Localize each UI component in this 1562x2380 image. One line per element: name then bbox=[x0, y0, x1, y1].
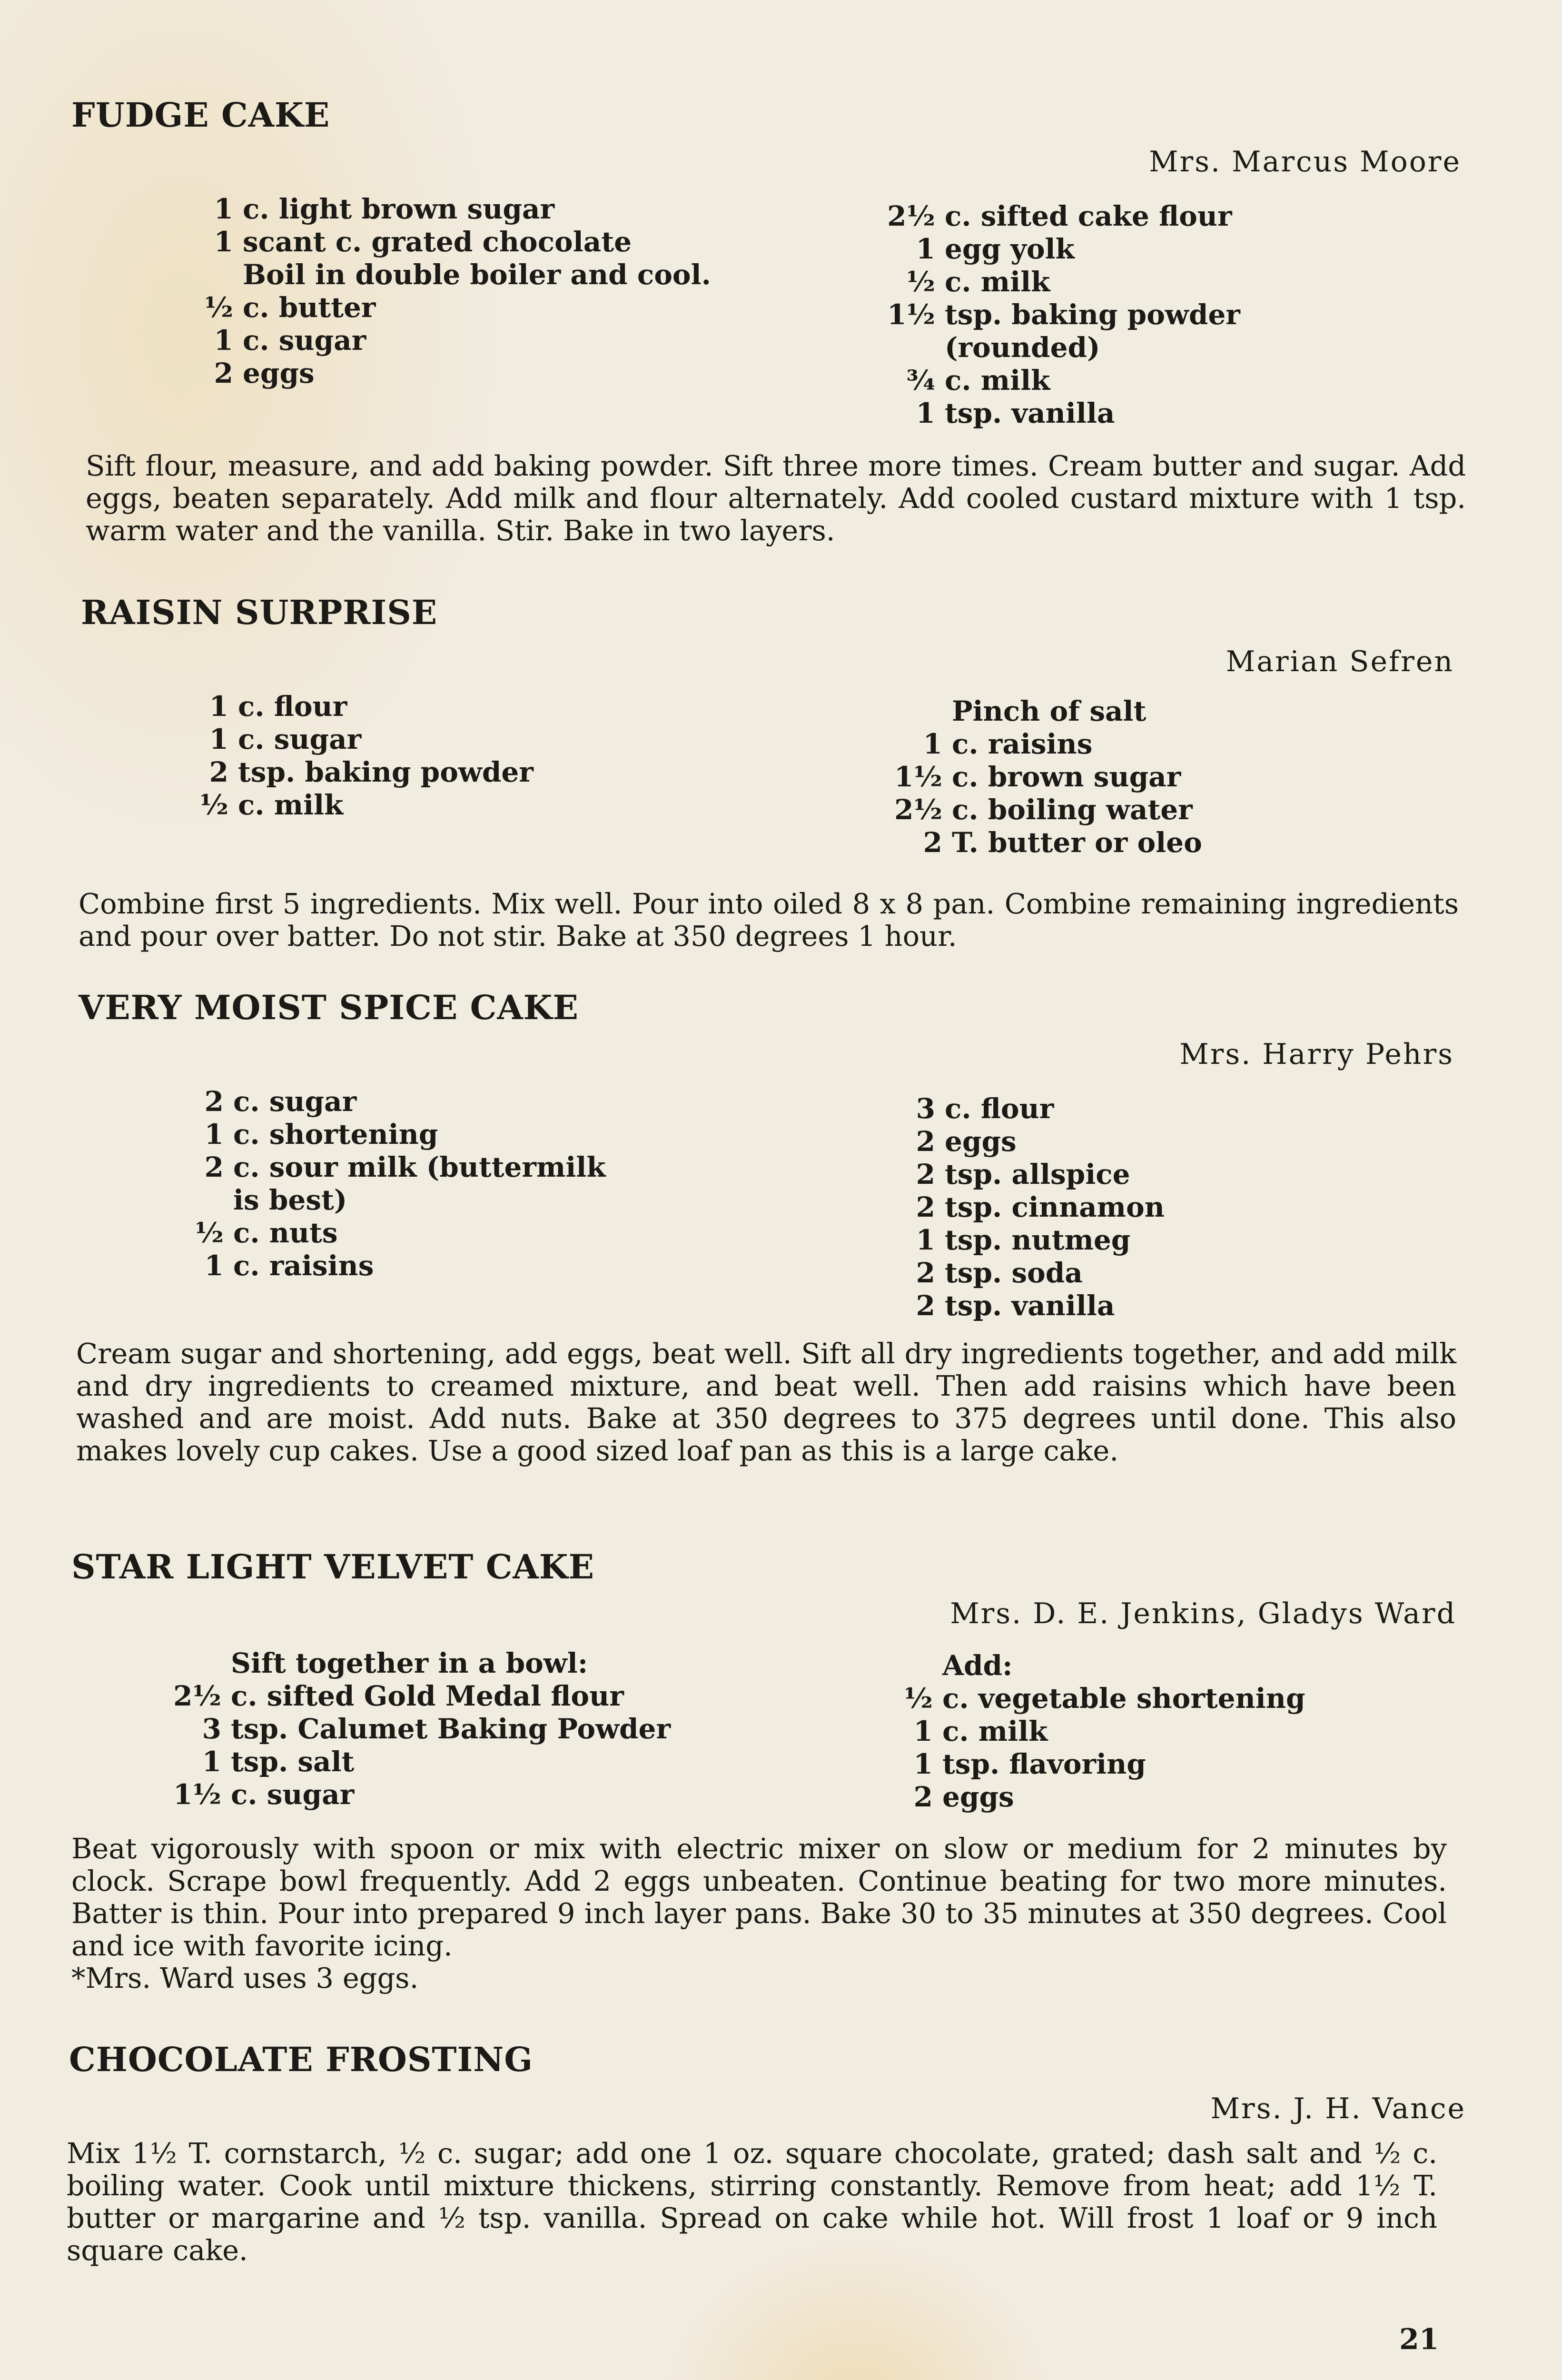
ingredient: 1 c. light brown sugar bbox=[214, 193, 555, 225]
recipe-title: RAISIN SURPRISE bbox=[81, 593, 438, 632]
ingredients-right bbox=[873, 200, 1240, 430]
recipe-directions: Cream sugar and shortening, add eggs, beat well. Sift all dry ingredients together, and add milk and dry ingredients to creamed mixture, and beat well. Then add raisins which have been washed and are moist. Add nuts. Bake at 350 degrees to 375 degrees until done. This also makes lovely cup cakes. Use a good sized loaf pan as this is a large cake. bbox=[76, 1337, 1456, 1467]
directions-text: Beat vigorously with spoon or mix with electric mixer on slow or medium for 2 minutes by clock. Scrape bowl frequently. Add 2 eggs unbeaten. Continue beating for two more minutes. Batter is thin. Pour into prepared 9 inch layer pans. Bake 30 to 35 minutes at 350 degrees. Cool and ice with favorite icing. bbox=[71, 1832, 1447, 1962]
ingredients-left bbox=[195, 690, 534, 822]
recipe-author: Mrs. J. H. Vance bbox=[1210, 2092, 1466, 2125]
ingredient: ½ c. milk bbox=[199, 789, 344, 821]
recipe-directions bbox=[71, 1833, 1447, 1994]
ingredient: 2 c. sugar bbox=[204, 1085, 357, 1118]
recipe-title: FUDGE CAKE bbox=[71, 95, 330, 135]
ingredient: 1 tsp. salt bbox=[202, 1745, 355, 1778]
recipe-title: VERY MOIST SPICE CAKE bbox=[79, 988, 579, 1027]
ingredient: 2 T. butter or oleo bbox=[923, 826, 1202, 859]
ingredients-right bbox=[907, 1092, 1165, 1322]
directions-note: *Mrs. Ward uses 3 eggs. bbox=[71, 1962, 419, 1994]
ingredient: 1 c. milk bbox=[913, 1715, 1048, 1747]
ingredient: ½ c. milk bbox=[906, 266, 1050, 298]
page-number: 21 bbox=[1399, 2323, 1439, 2356]
recipe-directions: Combine first 5 ingredients. Mix well. Pour into oiled 8 x 8 pan. Combine remaining ingredients and pour over batter. Do not stir. Bake at 350 degrees 1 hour. bbox=[79, 887, 1459, 952]
ingredient: 1 c. sugar bbox=[214, 324, 366, 357]
recipe-directions: Mix 1½ T. cornstarch, ½ c. sugar; add one 1 oz. square chocolate, grated; dash salt and ½ c. boiling water. Cook until mixture thickens, stirring constantly. Remove from heat; add 1½ T. butter or margarine and ½ tsp. vanilla. Spread on cake while hot. Will frost 1 loaf or 9 inch square cake. bbox=[67, 2137, 1437, 2267]
ingredient: 1½ c. sugar bbox=[173, 1778, 355, 1811]
ingredient: Pinch of salt bbox=[952, 695, 1147, 727]
ingredient: 1 scant c. grated chocolate bbox=[214, 226, 632, 258]
recipe-author: Marian Sefren bbox=[1226, 645, 1454, 678]
recipe-directions: Sift flour, measure, and add baking powder. Sift three more times. Cream butter and sugar. Add eggs, beaten separately. Add milk and flour alternately. Add cooled custard mixture with 1 tsp. warm water and the vanilla. Stir. Bake in two layers. bbox=[86, 449, 1466, 547]
ingredient: 1 egg yolk bbox=[916, 233, 1075, 265]
ingredient: 1 c. raisins bbox=[204, 1250, 374, 1282]
recipe-author: Mrs. Harry Pehrs bbox=[1179, 1038, 1454, 1071]
ingredient: 2 eggs bbox=[916, 1125, 1017, 1158]
recipe-author: Mrs. D. E. Jenkins, Gladys Ward bbox=[950, 1597, 1456, 1630]
ingredient: ½ c. vegetable shortening bbox=[904, 1682, 1305, 1715]
ingredient: 1 tsp. nutmeg bbox=[916, 1224, 1131, 1256]
ingredient: 1 c. flour bbox=[209, 690, 347, 723]
ingredient: 2 tsp. soda bbox=[916, 1257, 1083, 1289]
ingredient: 1 tsp. vanilla bbox=[916, 397, 1115, 429]
ingredient: 2 tsp. allspice bbox=[916, 1158, 1130, 1190]
ingredient: (rounded) bbox=[945, 331, 1100, 364]
ingredient: 2 tsp. vanilla bbox=[916, 1289, 1115, 1322]
recipe-title: STAR LIGHT VELVET CAKE bbox=[71, 1547, 594, 1587]
ingredient: 2½ c. boiling water bbox=[894, 793, 1193, 826]
ingredient: 2½ c. sifted Gold Medal flour bbox=[173, 1680, 624, 1712]
ingredients-right bbox=[880, 695, 1202, 859]
ingredient: ¾ c. milk bbox=[906, 364, 1050, 397]
ingredient: Boil in double boiler and cool. bbox=[243, 258, 711, 291]
ingredient: 2 eggs bbox=[913, 1781, 1014, 1813]
ingredient: ½ c. nuts bbox=[195, 1217, 338, 1249]
ingredients-left bbox=[200, 193, 711, 390]
ingredient: 3 tsp. Calumet Baking Powder bbox=[202, 1713, 671, 1745]
ingredient: Add: bbox=[942, 1649, 1013, 1682]
ingredient: 2 tsp. cinnamon bbox=[916, 1191, 1165, 1223]
ingredient: 1½ c. brown sugar bbox=[894, 761, 1181, 793]
recipe-title: CHOCOLATE FROSTING bbox=[69, 2040, 534, 2079]
ingredients-left bbox=[190, 1085, 606, 1282]
ingredient: 3 c. flour bbox=[916, 1092, 1054, 1125]
ingredient: Sift together in a bowl: bbox=[231, 1647, 588, 1679]
ingredient: 1 c. sugar bbox=[209, 723, 362, 755]
ingredient: 2 c. sour milk (buttermilk bbox=[204, 1151, 606, 1183]
ingredient: ½ c. butter bbox=[204, 291, 376, 324]
ingredient: 1 tsp. flavoring bbox=[913, 1748, 1146, 1780]
ingredients-right bbox=[890, 1649, 1305, 1814]
ingredient: 1½ tsp. baking powder bbox=[887, 298, 1240, 331]
ingredient: 1 c. shortening bbox=[204, 1118, 438, 1150]
ingredients-left bbox=[159, 1647, 671, 1811]
ingredient: 2½ c. sifted cake flour bbox=[887, 200, 1232, 232]
ingredient: 2 eggs bbox=[214, 357, 315, 389]
ingredient: is best) bbox=[233, 1184, 347, 1216]
recipe-author: Mrs. Marcus Moore bbox=[1149, 145, 1461, 178]
ingredient: 2 tsp. baking powder bbox=[209, 756, 534, 788]
ingredient: 1 c. raisins bbox=[923, 728, 1093, 760]
